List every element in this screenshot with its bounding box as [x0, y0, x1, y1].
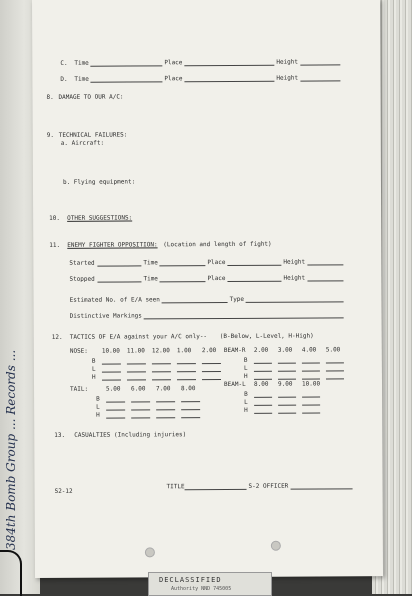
c-height-label: Height [276, 58, 299, 66]
tail-entry-field[interactable] [181, 409, 200, 410]
beam-l-entry-field[interactable] [302, 404, 320, 405]
nose-clock-2: 12.00 [151, 347, 170, 355]
binder-clip [0, 550, 22, 596]
tail-entry-field[interactable] [106, 410, 125, 411]
title-field[interactable] [185, 489, 247, 490]
beam-l-entry-field[interactable] [254, 405, 272, 406]
beam-r-row-label: L [243, 364, 248, 372]
nose-clock-1: 11.00 [126, 347, 145, 355]
tail-entry-field[interactable] [131, 409, 150, 410]
started-place-label: Place [207, 258, 226, 267]
beam-r-entry-field[interactable] [302, 362, 320, 363]
tail-row-label: L [96, 403, 100, 411]
nose-clock-3: 1.00 [176, 347, 192, 355]
tail-entry-field[interactable] [156, 409, 175, 410]
started-field[interactable] [97, 265, 141, 266]
c-place-label: Place [164, 59, 183, 67]
d-place-field[interactable] [184, 81, 274, 82]
d-height-label: Height [276, 74, 299, 82]
beam-l-entry-field[interactable] [254, 397, 272, 398]
c-height-field[interactable] [300, 64, 340, 65]
tail-clock-2: 7.00 [156, 385, 171, 393]
stopped-place-field[interactable] [227, 281, 281, 282]
nose-entry-field[interactable] [102, 380, 121, 381]
type-field[interactable] [246, 301, 344, 303]
started-height-field[interactable] [307, 264, 343, 265]
nose-entry-field[interactable] [202, 363, 221, 364]
tail-entry-field[interactable] [131, 417, 150, 418]
stopped-field[interactable] [97, 281, 141, 282]
nose-row-label: L [91, 365, 96, 373]
stopped-height-field[interactable] [307, 280, 343, 281]
s2-officer-label: S-2 OFFICER [248, 482, 289, 490]
beam-r-clock-3: 5.00 [325, 346, 341, 354]
tail-label: TAIL: [70, 385, 89, 393]
started-height-label: Height [283, 258, 306, 266]
section-13-title: CASUALTIES (Including injuries) [74, 431, 187, 439]
c-time-field[interactable] [90, 65, 162, 66]
beam-r-clock-1: 3.00 [277, 346, 293, 354]
punch-hole-right [271, 541, 281, 551]
section-11-number: 11. [49, 241, 61, 249]
tail-clock-3: 8.00 [181, 385, 196, 393]
section-12-number: 12. [51, 333, 63, 341]
nose-entry-field[interactable] [127, 371, 146, 372]
section-10-title: OTHER SUGGESTIONS: [67, 214, 133, 222]
stopped-place-label: Place [207, 274, 226, 283]
section-9-title: TECHNICAL FAILURES: [58, 131, 128, 139]
beam-r-entry-field[interactable] [278, 371, 296, 372]
nose-entry-field[interactable] [202, 371, 221, 372]
nose-clock-0: 10.00 [101, 347, 120, 355]
c-time-label: Time [74, 59, 89, 67]
declassified-stamp-text: DECLASSIFIED [159, 576, 222, 584]
section-11-title: ENEMY FIGHTER OPPOSITION: [67, 241, 158, 249]
section-9-number: 9. [46, 131, 54, 139]
beam-r-entry-field[interactable] [302, 378, 320, 379]
stopped-time-field[interactable] [159, 281, 205, 282]
d-label: D. [60, 75, 68, 83]
started-time-field[interactable] [159, 265, 205, 266]
report-page [32, 0, 383, 578]
nose-entry-field[interactable] [127, 379, 146, 380]
tail-entry-field[interactable] [156, 401, 175, 402]
nose-entry-field[interactable] [177, 371, 196, 372]
beam-l-entry-field[interactable] [278, 405, 296, 406]
nose-entry-field[interactable] [177, 379, 196, 380]
nose-entry-field[interactable] [127, 363, 146, 364]
beam-r-entry-field[interactable] [326, 362, 344, 363]
beam-r-entry-field[interactable] [278, 379, 296, 380]
nose-row-label: B [91, 357, 96, 365]
nose-entry-field[interactable] [102, 372, 121, 373]
punch-hole-left [145, 547, 155, 557]
title-label: TITLE [166, 483, 185, 491]
beam-r-entry-field[interactable] [254, 371, 272, 372]
beam-l-entry-field[interactable] [278, 413, 296, 414]
beam-l-entry-field[interactable] [278, 397, 296, 398]
section-11-note: (Location and length of fight) [163, 240, 272, 249]
handwritten-margin-note: 384th Bomb Group ... Records ... [4, 349, 18, 550]
stopped-time-label: Time [143, 275, 158, 283]
beam-r-entry-field[interactable] [278, 363, 296, 364]
c-place-field[interactable] [184, 65, 274, 66]
tail-entry-field[interactable] [181, 401, 200, 402]
beam-l-clock-1: 9.00 [277, 380, 293, 388]
beam-l-clock-2: 10.00 [301, 380, 321, 388]
beam-r-entry-field[interactable] [326, 378, 344, 379]
tail-row-label: B [96, 395, 100, 403]
beam-l-clock-0: 8.00 [253, 380, 269, 388]
stopped-label: Stopped [69, 275, 95, 283]
tail-entry-field[interactable] [106, 418, 125, 419]
nose-clock-4: 2.00 [201, 347, 217, 355]
estimated-ea-label: Estimated No. of E/A seen [69, 296, 160, 304]
beam-l-entry-field[interactable] [302, 412, 320, 413]
beam-l-row-label: H [244, 406, 248, 414]
beam-r-clock-2: 4.00 [301, 346, 317, 354]
s2-officer-signature-field[interactable] [291, 488, 353, 489]
section-10-number: 10. [49, 214, 61, 222]
d-place-label: Place [164, 75, 183, 83]
section-8-title: DAMAGE TO OUR A/C: [58, 93, 124, 101]
nose-entry-field[interactable] [102, 364, 121, 365]
nose-label: NOSE: [69, 347, 88, 355]
d-time-label: Time [74, 75, 89, 83]
distinctive-markings-label: Distinctive Markings [69, 312, 142, 320]
beam-l-entry-field[interactable] [254, 413, 272, 414]
started-label: Started [69, 259, 95, 267]
beam-r-entry-field[interactable] [326, 370, 344, 371]
distinctive-markings-field[interactable] [144, 317, 344, 319]
tail-row-label: H [96, 411, 100, 419]
tail-clock-0: 5.00 [106, 385, 121, 393]
beam-r-clock-0: 2.00 [253, 346, 269, 354]
beam-r-label: BEAM-R [223, 346, 246, 355]
started-place-field[interactable] [227, 265, 281, 266]
beam-r-entry-field[interactable] [302, 370, 320, 371]
stopped-height-label: Height [283, 274, 306, 282]
beam-r-row-label: H [243, 372, 248, 380]
nose-entry-field[interactable] [152, 363, 171, 364]
form-id: S2-12 [54, 487, 73, 495]
nose-entry-field[interactable] [177, 363, 196, 364]
beam-l-row-label: L [244, 398, 248, 406]
tail-entry-field[interactable] [106, 402, 125, 403]
nose-row-label: H [91, 373, 96, 381]
declassified-stamp [148, 572, 272, 596]
section-9a-label: a. Aircraft: [60, 139, 105, 147]
d-time-field[interactable] [90, 81, 162, 82]
beam-r-row-label: B [243, 356, 248, 364]
c-label: C. [60, 59, 68, 67]
nose-entry-field[interactable] [202, 379, 221, 380]
tail-entry-field[interactable] [131, 401, 150, 402]
tail-entry-field[interactable] [156, 417, 175, 418]
section-8-number: 8. [46, 93, 54, 101]
nose-entry-field[interactable] [152, 371, 171, 372]
started-time-label: Time [143, 259, 158, 267]
tail-clock-1: 6.00 [131, 385, 146, 393]
type-label: Type [229, 295, 245, 303]
estimated-ea-field[interactable] [162, 302, 228, 303]
tail-entry-field[interactable] [181, 417, 200, 418]
beam-l-label: BEAM-L [223, 380, 246, 388]
beam-r-entry-field[interactable] [254, 379, 272, 380]
section-12-note: (B-Below, L-Level, H-High) [219, 332, 314, 341]
section-12-title: TACTICS OF E/A against your A/C only-- [69, 333, 208, 341]
declassified-authority: Authority NND 745005 [171, 586, 232, 592]
beam-r-entry-field[interactable] [254, 363, 272, 364]
beam-l-entry-field[interactable] [302, 396, 320, 397]
section-9b-label: b. Flying equipment: [62, 178, 136, 186]
nose-entry-field[interactable] [152, 379, 171, 380]
beam-l-row-label: B [244, 390, 248, 398]
d-height-field[interactable] [300, 80, 340, 81]
section-13-number: 13. [54, 431, 66, 439]
